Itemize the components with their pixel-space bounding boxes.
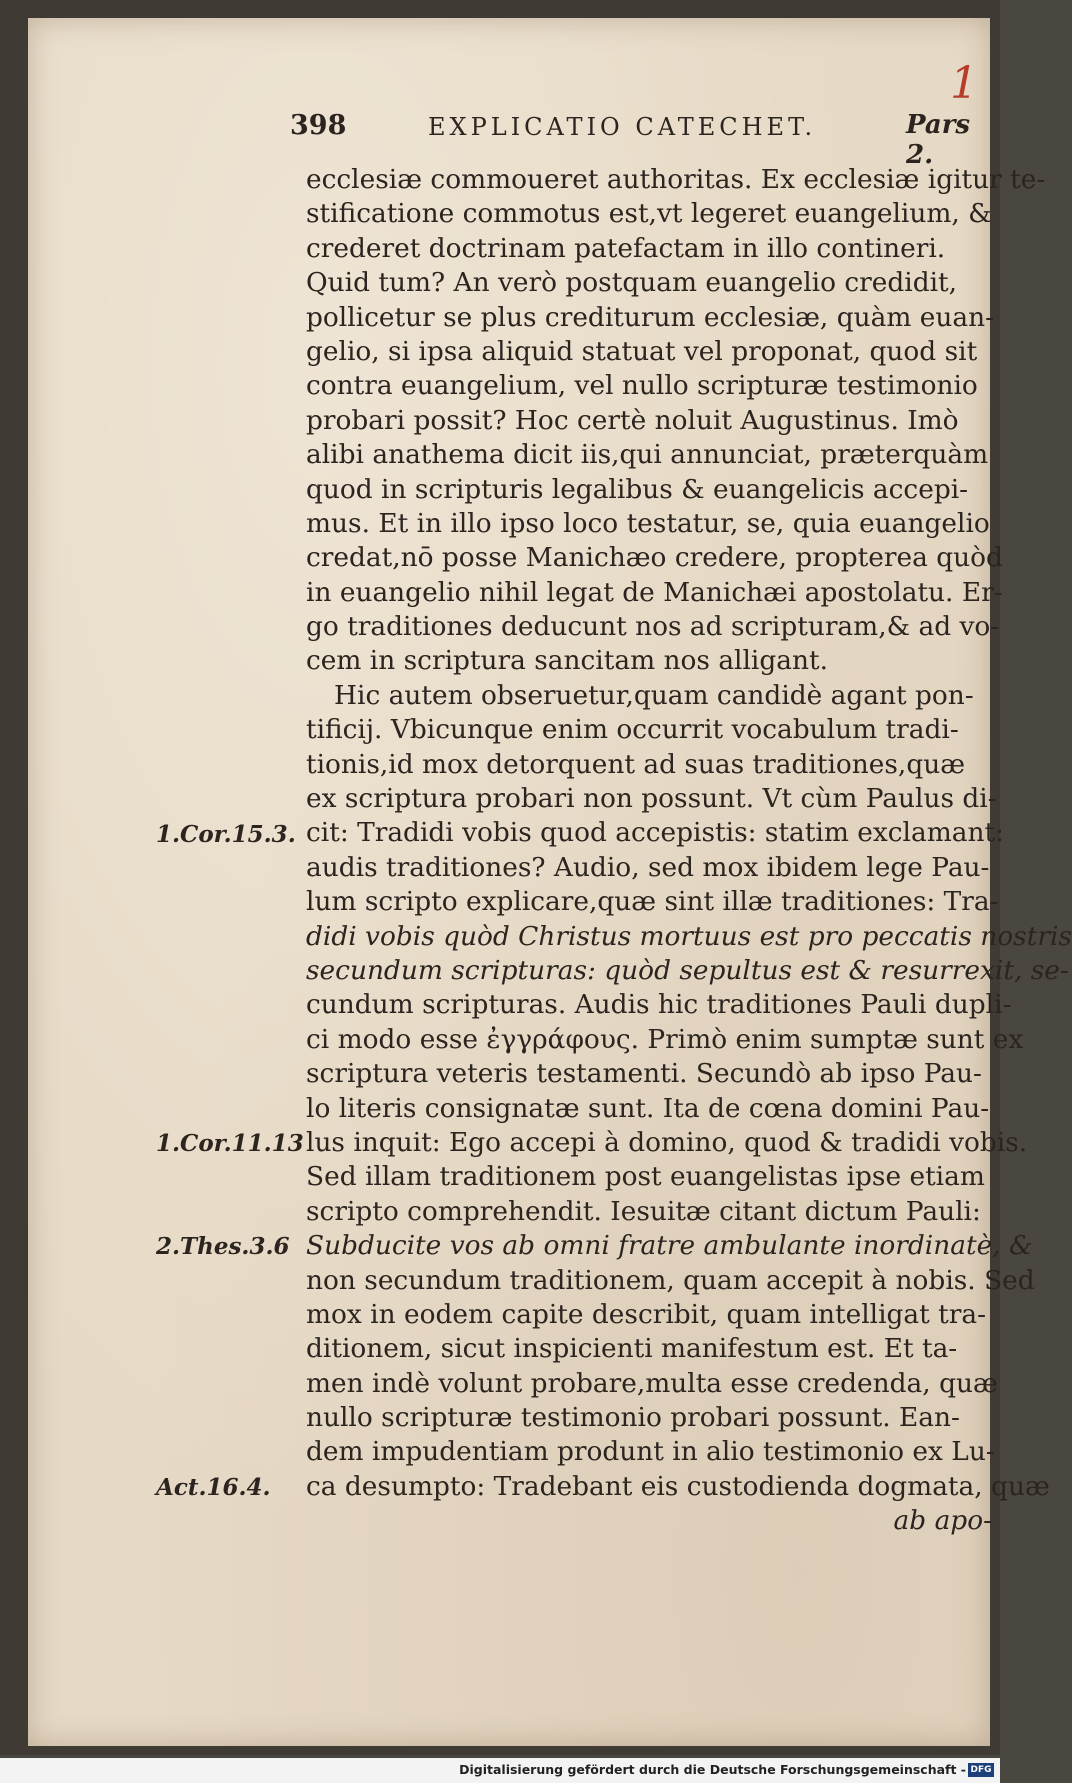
text-line: stificatione commotus est,vt legeret euangelium, & xyxy=(306,198,992,230)
corner-pencil-mark: 1 xyxy=(950,58,978,109)
margin-reference: 2.Thes.3.6 xyxy=(156,1233,290,1261)
text-line: ex scriptura probari non possunt. Vt cùm Paulus di- xyxy=(306,783,997,815)
text-line: cundum scripturas. Audis hic traditiones Pauli dupli- xyxy=(306,989,1012,1021)
digitization-footer xyxy=(0,1758,1000,1783)
text-line: ci modo esse ἐγγράφους. Primò enim sumptæ sunt ex xyxy=(306,1023,1024,1055)
text-line: ca desumpto: Tradebant eis custodienda dogmata, quæ xyxy=(306,1470,1050,1502)
margin-reference: 1.Cor.11.13 xyxy=(156,1130,304,1158)
text-line: mus. Et in illo ipso loco testatur, se, quia euangelio xyxy=(306,507,990,539)
margin-reference: Act.16.4. xyxy=(156,1474,271,1502)
page-number: 398 xyxy=(290,110,347,141)
dfg-logo: DFG xyxy=(968,1763,994,1777)
body-text xyxy=(306,163,1072,1539)
running-header xyxy=(28,110,990,170)
text-line: ab apo- xyxy=(893,1505,992,1537)
text-line: Hic autem obseruetur,quam candidè agant pon- xyxy=(334,679,974,711)
text-line: Subducite vos ab omni fratre ambulante inordinatè, & xyxy=(306,1230,1033,1262)
text-line: men indè volunt probare,multa esse credenda, quæ xyxy=(306,1367,998,1399)
text-line: go traditiones deducunt nos ad scripturam,& ad vo- xyxy=(306,611,1000,643)
text-line: audis traditiones? Audio, sed mox ibidem lege Pau- xyxy=(306,851,990,883)
text-line: pollicetur se plus crediturum ecclesiæ, quàm euan- xyxy=(306,301,994,333)
text-line: cit: Tradidi vobis quod accepistis: statim exclamant: xyxy=(306,817,1004,849)
text-line: contra euangelium, vel nullo scripturæ testimonio xyxy=(306,370,978,402)
text-line: credat,nō posse Manichæo credere, propterea quòd xyxy=(306,542,1003,574)
text-line: probari possit? Hoc certè noluit Augustinus. Imò xyxy=(306,404,959,436)
margin-reference: 1.Cor.15.3. xyxy=(156,820,296,848)
text-line: dem impudentiam produnt in alio testimonio ex Lu- xyxy=(306,1436,995,1468)
running-title: EXPLICATIO CATECHET. xyxy=(428,113,817,141)
text-line: ditionem, sicut inspicienti manifestum est. Et ta- xyxy=(306,1333,958,1365)
text-line: in euangelio nihil legat de Manichæi apostolatu. Er- xyxy=(306,576,1003,608)
text-line: tionis,id mox detorquent ad suas traditiones,quæ xyxy=(306,748,966,780)
text-line: non secundum traditionem, quam accepit à nobis. Sed xyxy=(306,1264,1035,1296)
text-line: lo literis consignatæ sunt. Ita de cœna domini Pau- xyxy=(306,1092,990,1124)
text-line: scripto comprehendit. Iesuitæ citant dictum Pauli: xyxy=(306,1195,981,1227)
text-line: gelio, si ipsa aliquid statuat vel proponat, quod sit xyxy=(306,335,978,367)
text-line: ecclesiæ commoueret authoritas. Ex ecclesiæ igitur te- xyxy=(306,164,1046,195)
text-line: cem in scriptura sancitam nos alligant. xyxy=(306,645,828,677)
book-page xyxy=(28,18,1072,1746)
text-line: didi vobis quòd Christus mortuus est pro peccatis nostris xyxy=(306,920,1072,952)
text-line: crederet doctrinam patefactam in illo contineri. xyxy=(306,232,946,264)
text-line: secundum scripturas: quòd sepultus est & resurrexit, se- xyxy=(306,954,1069,986)
text-line: Sed illam traditionem post euangelistas ipse etiam xyxy=(306,1161,985,1193)
text-line: tificij. Vbicunque enim occurrit vocabulum tradi- xyxy=(306,714,959,746)
text-line: Quid tum? An verò postquam euangelio credidit, xyxy=(306,267,958,299)
text-line: alibi anathema dicit iis,qui annunciat, præterquàm xyxy=(306,439,989,471)
text-line: mox in eodem capite describit, quam intelligat tra- xyxy=(306,1298,987,1330)
text-line: scriptura veteris testamenti. Secundò ab ipso Pau- xyxy=(306,1058,982,1090)
text-line: lum scripto explicare,quæ sint illæ traditiones: Tra- xyxy=(306,886,999,918)
text-line: lus inquit: Ego accepi à domino, quod & tradidi vobis. xyxy=(306,1126,1028,1158)
text-line: quod in scripturis legalibus & euangelicis accepi- xyxy=(306,473,969,505)
text-line: nullo scripturæ testimonio probari possunt. Ean- xyxy=(306,1402,960,1434)
funding-credit: Digitalisierung gefördert durch die Deutsche Forschungsgemeinschaft - xyxy=(459,1762,966,1777)
part-label: Pars 2. xyxy=(906,110,971,170)
